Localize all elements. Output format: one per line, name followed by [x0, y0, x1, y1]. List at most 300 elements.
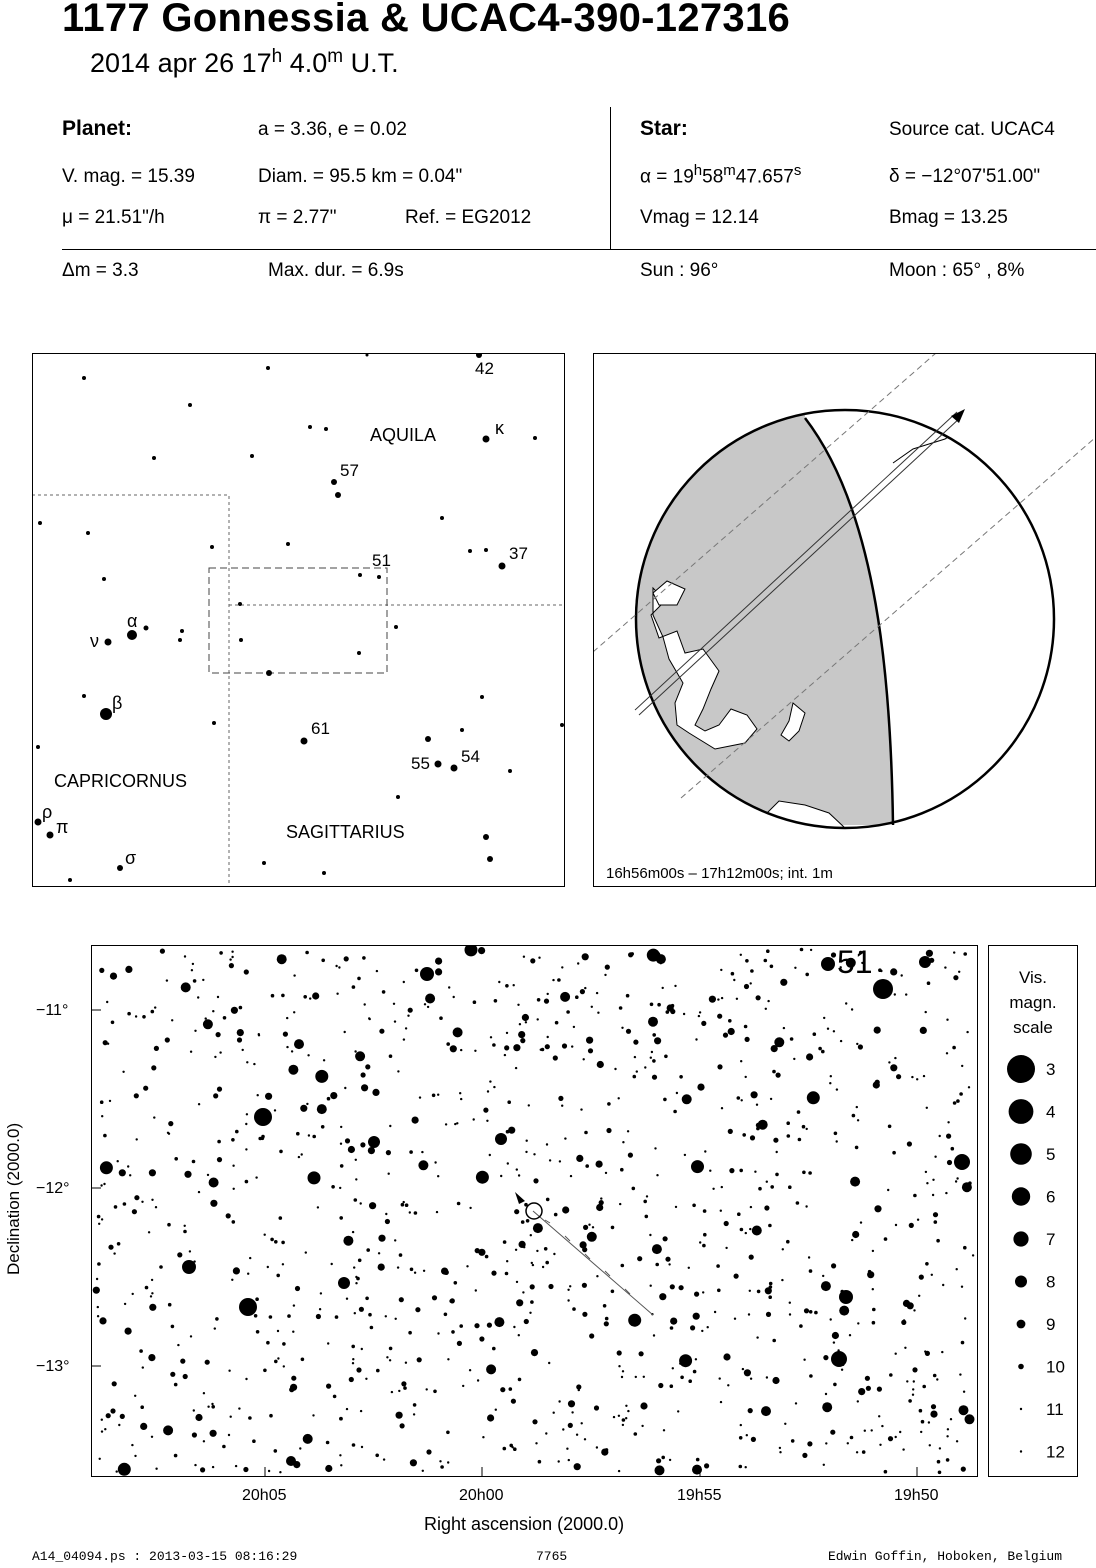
chart-star	[543, 998, 548, 1003]
finder-star	[82, 694, 86, 698]
legend-magnitude-label: 11	[1045, 1399, 1064, 1419]
chart-star	[962, 1390, 964, 1392]
chart-star	[596, 1275, 598, 1277]
chart-star	[924, 1350, 929, 1355]
chart-star	[131, 1292, 133, 1294]
chart-star	[208, 1177, 218, 1187]
chart-star	[195, 1413, 202, 1420]
chart-star	[294, 1285, 299, 1290]
chart-star	[692, 1369, 696, 1373]
chart-star	[756, 1336, 758, 1338]
chart-star	[678, 1285, 683, 1290]
chart-star	[603, 1321, 608, 1326]
chart-star	[211, 1405, 215, 1409]
chart-star	[401, 1381, 406, 1386]
chart-star	[315, 1313, 320, 1318]
finder-star	[480, 695, 484, 699]
chart-star	[288, 1064, 298, 1074]
chart-star	[799, 947, 803, 951]
chart-star	[231, 1278, 233, 1280]
chart-star	[786, 1239, 790, 1243]
chart-star	[222, 1444, 226, 1448]
chart-star	[545, 1197, 549, 1201]
chart-star	[614, 1067, 616, 1069]
chart-star	[548, 1361, 550, 1363]
chart-star	[706, 1326, 708, 1328]
chart-star	[849, 1435, 853, 1439]
chart-star	[775, 1172, 779, 1176]
chart-star	[924, 1010, 926, 1012]
chart-star	[402, 980, 404, 982]
finder-star	[152, 456, 156, 460]
chart-star	[750, 1436, 755, 1441]
chart-star	[524, 1021, 526, 1023]
footer-page-id: 7765	[536, 1549, 568, 1564]
star-declination: δ = −12°07'51.00"	[889, 166, 1041, 187]
chart-star	[397, 1070, 399, 1072]
chart-star	[744, 1231, 746, 1233]
chart-star	[92, 1286, 99, 1293]
chart-star	[850, 1176, 860, 1186]
chart-star	[408, 1211, 410, 1213]
chart-star	[529, 1234, 531, 1236]
chart-star	[690, 1325, 695, 1330]
chart-star	[938, 1447, 940, 1449]
chart-star	[347, 1145, 354, 1152]
chart-star	[339, 1454, 341, 1456]
chart-star	[651, 1244, 661, 1254]
chart-star	[418, 1160, 428, 1170]
chart-star	[202, 978, 204, 980]
chart-star	[646, 948, 659, 961]
chart-star	[645, 1195, 647, 1197]
legend-title: Vis.	[1018, 967, 1047, 987]
chart-star	[874, 1079, 879, 1084]
chart-star	[554, 1020, 558, 1024]
chart-star	[384, 1315, 386, 1317]
chart-star	[701, 1329, 703, 1331]
chart-star	[270, 993, 274, 997]
chart-star	[749, 982, 751, 984]
chart-star	[153, 1045, 158, 1050]
chart-star	[281, 1240, 285, 1244]
chart-star	[159, 948, 164, 953]
chart-star	[652, 1059, 656, 1063]
chart-star	[537, 1459, 541, 1463]
chart-star	[937, 1470, 941, 1474]
chart-star	[180, 982, 190, 992]
chart-star	[920, 1430, 922, 1432]
chart-star	[561, 1104, 563, 1106]
chart-star	[307, 1054, 309, 1056]
footer-author: Edwin Goffin, Hoboken, Belgium	[828, 1549, 1063, 1564]
chart-star	[747, 1313, 749, 1315]
chart-star	[765, 1180, 767, 1182]
chart-star	[105, 1413, 110, 1418]
chart-star	[768, 1295, 772, 1299]
chart-star	[625, 993, 629, 997]
chart-star	[703, 1232, 707, 1236]
chart-star	[189, 1050, 191, 1052]
chart-star	[139, 1349, 143, 1353]
chart-star	[740, 1099, 742, 1101]
chart-star	[765, 1311, 770, 1316]
legend-magnitude-label: 7	[1045, 1229, 1055, 1249]
chart-star	[835, 1140, 837, 1142]
chart-star	[312, 1414, 314, 1416]
chart-star	[904, 1346, 906, 1348]
chart-star	[655, 1262, 659, 1266]
chart-star	[600, 1197, 602, 1199]
chart-star	[536, 998, 540, 1002]
chart-star	[113, 1205, 117, 1209]
chart-star	[553, 1252, 555, 1254]
chart-star	[353, 1198, 357, 1202]
chart-star	[674, 1205, 676, 1207]
chart-star	[486, 1090, 488, 1092]
chart-star	[365, 1296, 369, 1300]
greek-label: ν	[89, 630, 99, 651]
chart-star	[808, 1269, 812, 1273]
chart-star	[96, 1214, 100, 1218]
chart-star	[512, 1130, 514, 1132]
chart-star	[586, 1036, 593, 1043]
chart-star	[656, 1458, 661, 1463]
finder-star	[425, 736, 431, 742]
chart-star	[958, 970, 960, 972]
chart-star	[507, 1100, 511, 1104]
chart-star	[153, 1116, 155, 1118]
chart-star	[794, 1402, 796, 1404]
finder-star	[68, 878, 72, 882]
chart-star	[889, 1373, 893, 1377]
motion-arrow-icon	[951, 409, 965, 423]
chart-star	[267, 1469, 269, 1471]
chart-star	[194, 1463, 196, 1465]
chart-star	[149, 1303, 156, 1310]
chart-star	[793, 1057, 795, 1059]
chart-star	[353, 1266, 355, 1268]
chart-star	[918, 1294, 920, 1296]
chart-star	[859, 1221, 861, 1223]
chart-star	[960, 1340, 964, 1344]
chart-star	[960, 1285, 962, 1287]
chart-star	[192, 1409, 194, 1411]
legend-magnitude-label: 8	[1045, 1272, 1055, 1291]
chart-star	[881, 1424, 883, 1426]
chart-star	[906, 1380, 908, 1382]
chart-star	[249, 1256, 251, 1258]
chart-star	[354, 1050, 356, 1052]
chart-star	[586, 1231, 596, 1241]
greek-label: σ	[124, 847, 136, 868]
chart-star	[657, 1002, 661, 1006]
chart-star	[434, 1161, 436, 1163]
chart-star	[102, 1040, 107, 1045]
chart-star	[483, 1107, 488, 1112]
chart-star	[517, 1003, 519, 1005]
chart-star	[356, 1276, 360, 1280]
finder-star	[335, 492, 341, 498]
chart-star	[402, 1200, 404, 1202]
star-label: 42	[474, 358, 494, 378]
chart-star	[300, 1357, 304, 1361]
chart-star	[100, 1218, 102, 1220]
chart-star	[742, 1133, 746, 1137]
chart-star	[394, 1317, 396, 1319]
chart-star	[486, 1364, 496, 1374]
chart-star	[215, 1317, 219, 1321]
chart-star	[664, 1054, 668, 1058]
chart-star	[618, 1365, 620, 1367]
chart-star	[533, 1178, 538, 1183]
chart-star	[309, 997, 311, 999]
chart-star	[654, 1037, 661, 1044]
chart-star	[423, 1003, 425, 1005]
chart-star	[168, 1121, 173, 1126]
chart-star	[115, 1470, 117, 1472]
finder-star	[180, 629, 184, 633]
chart-star	[154, 1006, 156, 1008]
chart-star	[751, 1229, 755, 1233]
chart-star	[290, 1383, 297, 1390]
chart-star	[695, 1457, 699, 1461]
chart-star	[412, 1413, 414, 1415]
chart-star	[818, 1046, 822, 1050]
chart-star	[166, 1131, 168, 1133]
chart-star	[631, 1186, 635, 1190]
chart-star	[942, 1283, 944, 1285]
chart-star	[100, 1184, 102, 1186]
chart-star	[887, 1124, 891, 1128]
chart-star	[772, 1069, 776, 1073]
chart-star	[902, 1448, 904, 1450]
chart-star	[331, 1185, 335, 1189]
chart-star	[141, 1200, 143, 1202]
chart-star	[864, 1375, 869, 1380]
chart-star	[956, 1099, 960, 1103]
chart-star	[173, 1453, 177, 1457]
chart-star-label: 51	[836, 944, 873, 980]
chart-star	[125, 965, 132, 972]
chart-star	[719, 1400, 721, 1402]
chart-star	[143, 1085, 148, 1090]
chart-star	[802, 1452, 807, 1457]
chart-star	[585, 1164, 589, 1168]
chart-star	[641, 1424, 643, 1426]
chart-star	[229, 958, 231, 960]
chart-star	[236, 1037, 241, 1042]
chart-star	[728, 1019, 732, 1023]
chart-star	[338, 966, 340, 968]
y-tick-label: −12°	[36, 1180, 70, 1197]
chart-star	[134, 1015, 136, 1017]
chart-star	[952, 1101, 956, 1105]
chart-star	[737, 1212, 741, 1216]
finder-star	[82, 376, 86, 380]
chart-star	[662, 1429, 664, 1431]
chart-star	[878, 1415, 880, 1417]
chart-star	[307, 1171, 320, 1184]
chart-star	[755, 1103, 757, 1105]
chart-star	[296, 1131, 300, 1135]
chart-star	[572, 1307, 576, 1311]
star-label: 37	[508, 543, 528, 563]
finder-star	[450, 764, 457, 771]
chart-star	[351, 985, 355, 989]
chart-star	[749, 1377, 751, 1379]
chart-star	[697, 1014, 699, 1016]
chart-star	[286, 1016, 288, 1018]
chart-star	[127, 1165, 129, 1167]
chart-star	[566, 1447, 568, 1449]
chart-star	[523, 1318, 528, 1323]
chart-star	[964, 1414, 974, 1424]
chart-star	[235, 1129, 239, 1133]
chart-star	[582, 1311, 587, 1316]
chart-star	[231, 1220, 235, 1224]
chart-star	[533, 1153, 535, 1155]
chart-star	[892, 1150, 896, 1154]
chart-star	[637, 1256, 642, 1261]
chart-star	[620, 1167, 624, 1171]
finder-star	[178, 638, 182, 642]
chart-star	[343, 1030, 345, 1032]
chart-star	[569, 1285, 571, 1287]
chart-star	[743, 1024, 747, 1028]
chart-star	[950, 1146, 954, 1150]
chart-star	[567, 1422, 572, 1427]
planet-heading: Planet:	[62, 117, 133, 140]
chart-star	[500, 1387, 505, 1392]
chart-star	[431, 1093, 435, 1097]
chart-star	[739, 953, 741, 955]
chart-star	[679, 1354, 692, 1367]
finder-star	[487, 856, 493, 862]
chart-star	[452, 995, 454, 997]
chart-star	[803, 1308, 808, 1313]
chart-star	[448, 986, 450, 988]
chart-star	[768, 1223, 772, 1227]
chart-star	[292, 1330, 294, 1332]
bright-chart-star	[873, 979, 893, 999]
chart-star	[514, 1209, 519, 1214]
chart-star	[863, 1429, 865, 1431]
chart-star	[679, 1075, 683, 1079]
chart-star	[795, 1201, 799, 1205]
chart-star	[334, 1315, 338, 1319]
chart-star	[300, 1153, 302, 1155]
chart-star	[486, 1119, 488, 1121]
chart-star	[255, 1176, 257, 1178]
chart-star	[340, 1464, 342, 1466]
chart-star	[750, 969, 754, 973]
chart-star	[794, 966, 796, 968]
chart-star	[960, 1466, 965, 1471]
greek-label: β	[111, 692, 122, 713]
chart-star	[396, 1266, 398, 1268]
chart-star	[118, 1169, 125, 1176]
chart-star	[576, 1154, 583, 1161]
header-rule	[62, 249, 1096, 250]
chart-star	[944, 966, 946, 968]
chart-star	[743, 983, 748, 988]
chart-star	[617, 1414, 619, 1416]
chart-star	[441, 1267, 448, 1274]
chart-star	[855, 1451, 857, 1453]
finder-star	[396, 795, 400, 799]
chart-star	[489, 1080, 491, 1082]
chart-star	[202, 1392, 204, 1394]
chart-star	[610, 1289, 614, 1293]
chart-star	[855, 1105, 857, 1107]
chart-star	[829, 1082, 831, 1084]
chart-star	[720, 1107, 722, 1109]
bright-chart-star	[368, 1136, 380, 1148]
chart-star	[378, 1234, 385, 1241]
chart-star	[933, 1220, 937, 1224]
chart-star	[958, 1405, 968, 1415]
chart-star	[339, 1164, 343, 1168]
chart-star	[144, 1285, 148, 1289]
planet-vmag: V. mag. = 15.39	[62, 166, 195, 187]
chart-star	[184, 1170, 191, 1177]
chart-star	[581, 1282, 586, 1287]
chart-star	[356, 1367, 361, 1372]
chart-star	[571, 1411, 573, 1413]
chart-star	[912, 1367, 917, 1372]
chart-star	[327, 1342, 329, 1344]
chart-star	[786, 1134, 790, 1138]
chart-star	[525, 1139, 527, 1141]
finder-star	[434, 760, 441, 767]
chart-star	[938, 1134, 940, 1136]
chart-star	[232, 1164, 234, 1166]
chart-star	[890, 968, 897, 975]
chart-star	[276, 1273, 280, 1277]
chart-star	[278, 1216, 282, 1220]
chart-star	[926, 1182, 928, 1184]
chart-star	[963, 1245, 967, 1249]
chart-star	[839, 1039, 841, 1041]
chart-star	[515, 1168, 517, 1170]
chart-star	[464, 945, 477, 956]
chart-star	[808, 1310, 812, 1314]
chart-star	[523, 1246, 525, 1248]
chart-star	[893, 993, 895, 995]
chart-star	[595, 1160, 602, 1167]
bright-chart-star	[954, 1154, 970, 1170]
detail-star-chart	[91, 945, 978, 1477]
chart-star	[729, 1168, 734, 1173]
star-heading: Star:	[640, 117, 688, 140]
chart-star	[388, 1359, 390, 1361]
chart-star	[558, 1160, 560, 1162]
chart-star	[530, 958, 535, 963]
chart-star	[103, 1182, 105, 1184]
chart-star	[617, 1469, 619, 1471]
chart-star	[521, 1013, 528, 1020]
greek-label: π	[55, 816, 68, 837]
bright-chart-star	[919, 956, 931, 968]
chart-star	[444, 1123, 446, 1125]
chart-star	[303, 995, 307, 999]
chart-star	[925, 949, 932, 956]
chart-star	[879, 1443, 881, 1445]
chart-star	[566, 1010, 570, 1014]
chart-star	[122, 1202, 126, 1206]
chart-star	[941, 1350, 943, 1352]
